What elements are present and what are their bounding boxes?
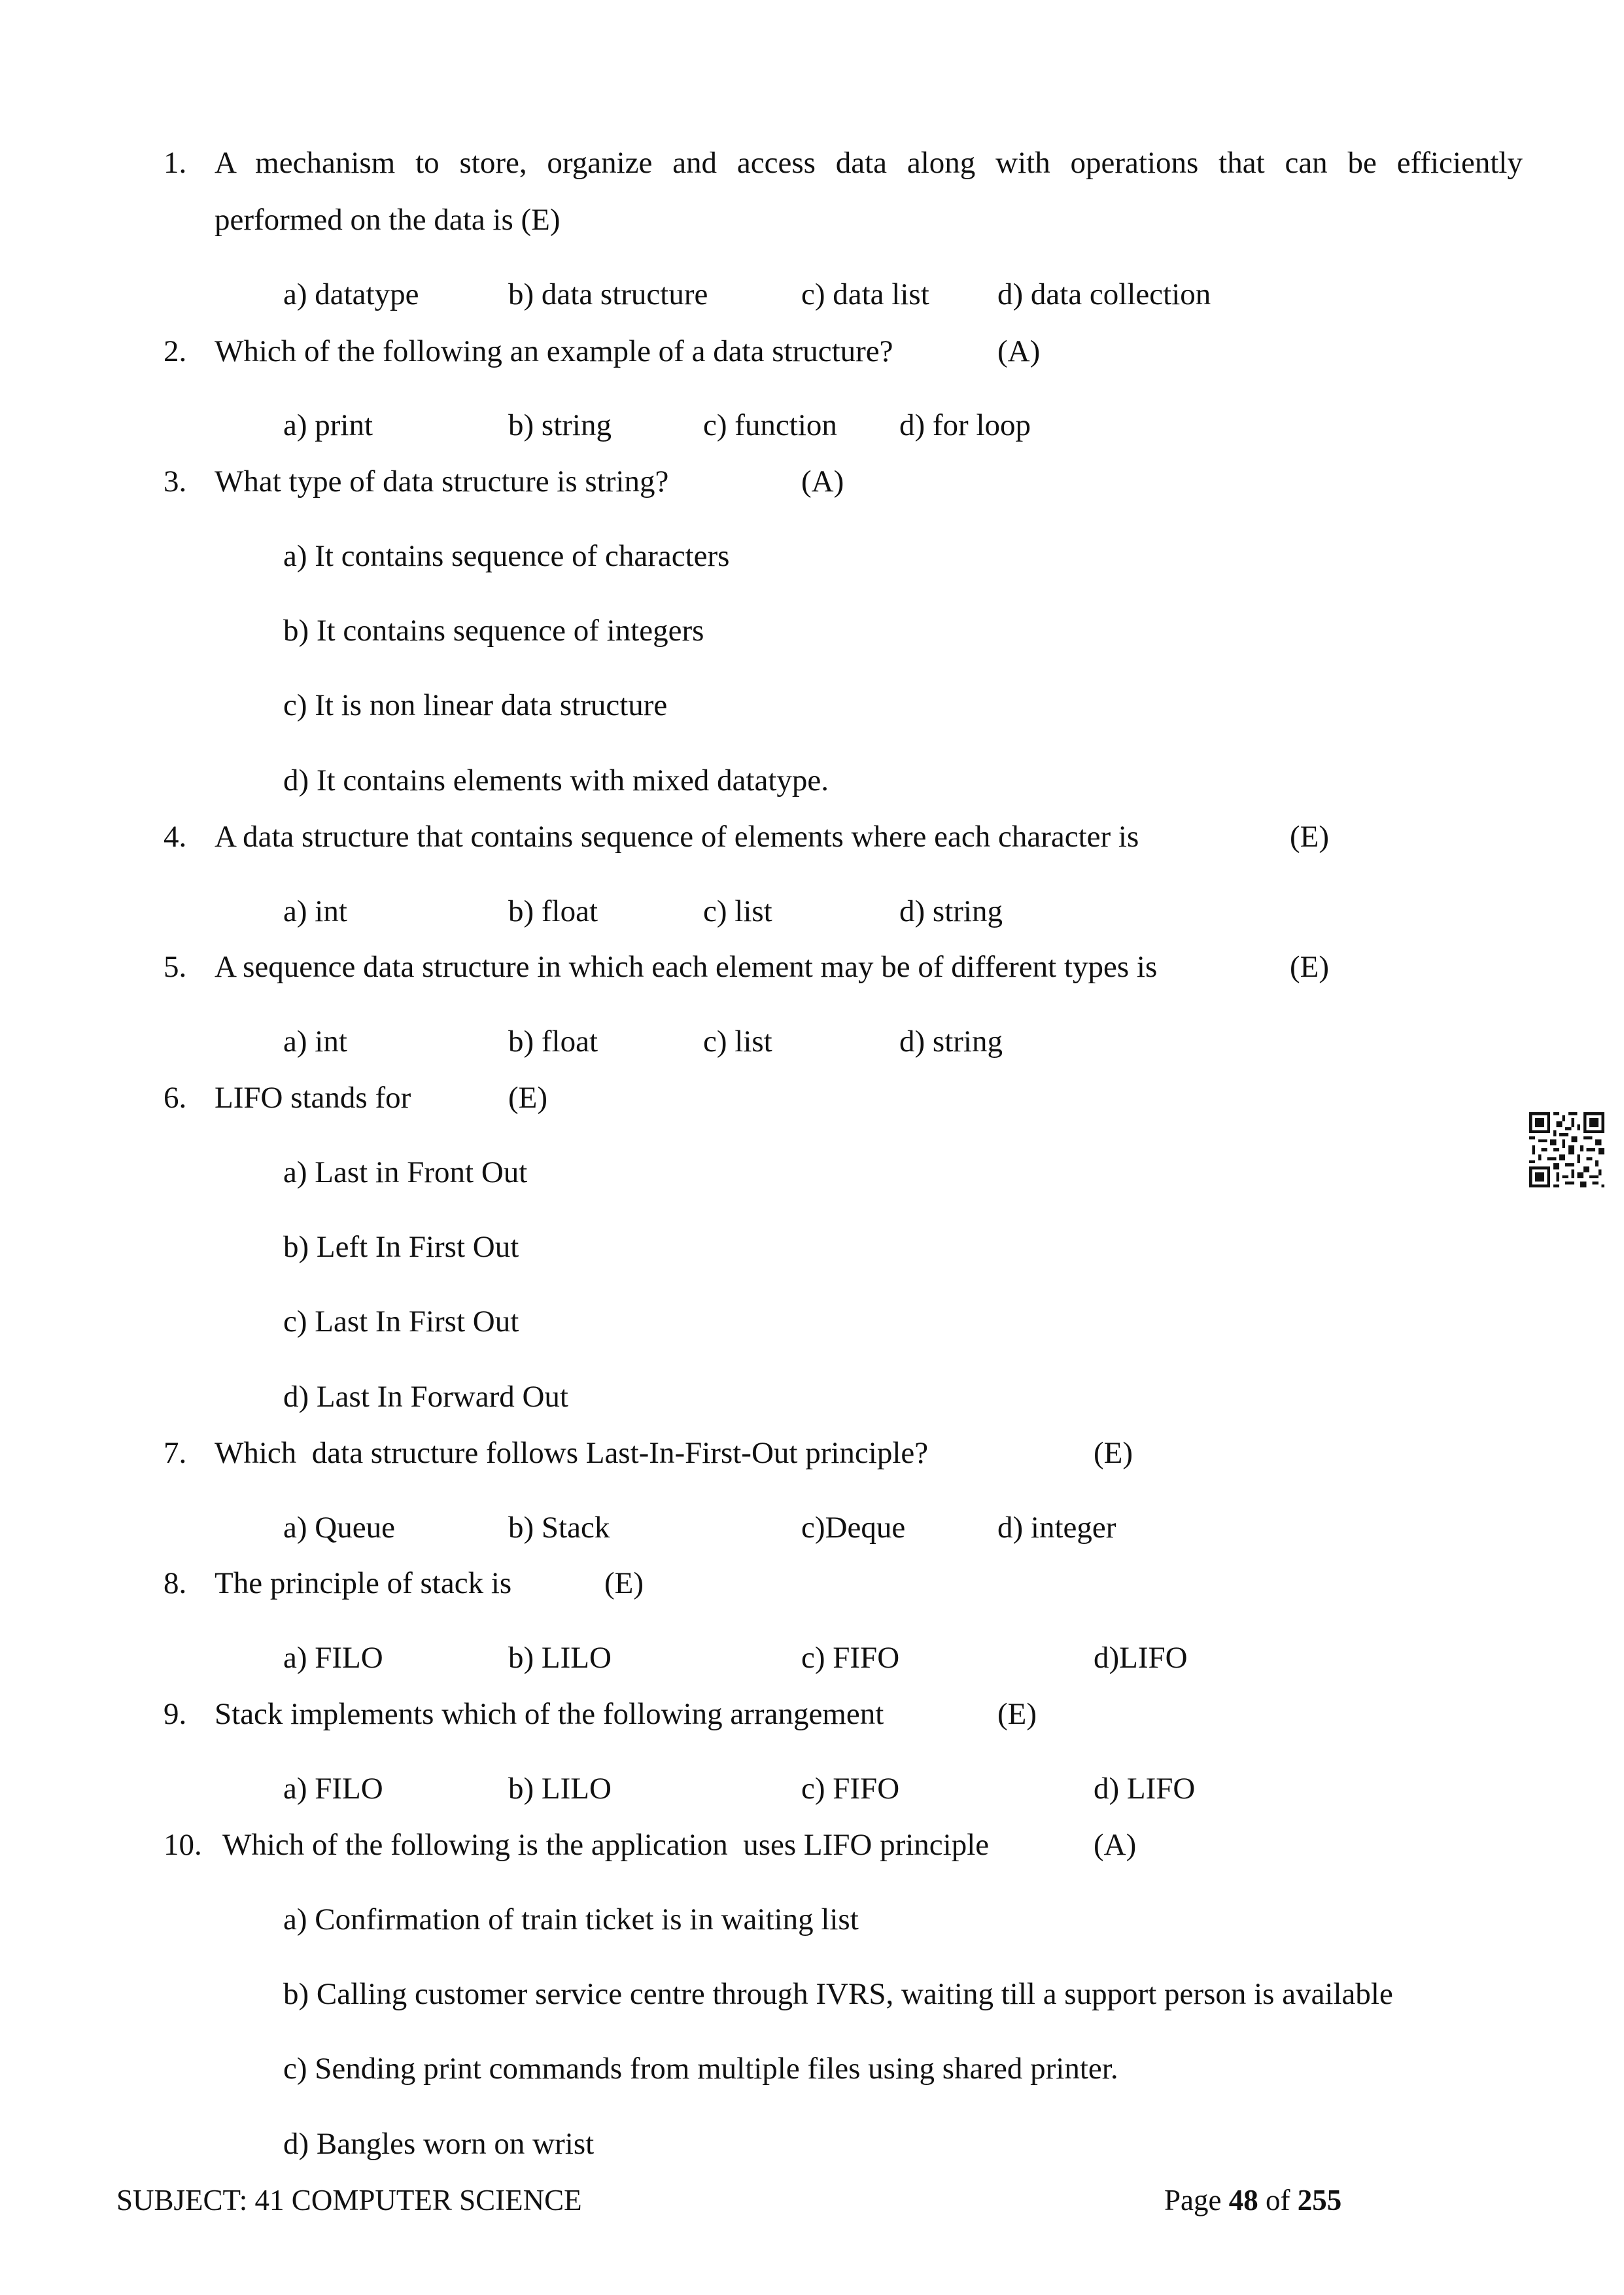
question-number: 10. xyxy=(164,1828,202,1862)
option: a) Queue xyxy=(283,1511,395,1545)
option: c) Last In First Out xyxy=(283,1305,519,1339)
option: b) Calling customer service centre through IVRS, waiting till a support person is available xyxy=(283,1977,1393,2011)
question-text: A sequence data structure in which each element may be of different types is xyxy=(215,950,1158,984)
option: d) It contains elements with mixed datatype. xyxy=(283,763,829,797)
option: b) float xyxy=(508,894,598,928)
question-tag: (E) xyxy=(997,1697,1037,1731)
option: a) datatype xyxy=(283,277,419,311)
option: b) Stack xyxy=(508,1511,610,1545)
option: d)LIFO xyxy=(1094,1641,1188,1675)
page-current: 48 xyxy=(1228,2184,1258,2216)
question-tag: (E) xyxy=(1290,820,1330,854)
question-tag: (E) xyxy=(1290,950,1330,984)
option: a) int xyxy=(283,894,347,928)
question-number: 1. xyxy=(164,146,187,180)
page-word: Page xyxy=(1164,2184,1222,2216)
option: c) Sending print commands from multiple files using shared printer. xyxy=(283,2052,1118,2086)
option: b) float xyxy=(508,1025,598,1059)
question-tag: (A) xyxy=(1094,1828,1137,1862)
option: b) string xyxy=(508,408,612,442)
option: d) string xyxy=(899,1025,1003,1059)
option: b) It contains sequence of integers xyxy=(283,614,704,648)
question-tag: (E) xyxy=(1094,1436,1133,1470)
option: d) LIFO xyxy=(1094,1772,1196,1806)
option: a) int xyxy=(283,1025,347,1059)
question-text: The principle of stack is xyxy=(215,1566,512,1600)
question-text: Which of the following is the application uses LIFO principle xyxy=(222,1828,990,1862)
question-number: 8. xyxy=(164,1566,187,1600)
option: a) FILO xyxy=(283,1641,383,1675)
question-text: A mechanism to store, organize and access data along with operations that can be efficiently xyxy=(215,146,1523,180)
question-number: 7. xyxy=(164,1436,187,1470)
footer-subject: SUBJECT: 41 COMPUTER SCIENCE xyxy=(116,2184,582,2216)
question-number: 5. xyxy=(164,950,187,984)
option: d) string xyxy=(899,894,1003,928)
question-tag: (E) xyxy=(508,1081,548,1115)
question-text: What type of data structure is string? xyxy=(215,464,669,499)
option: c) FIFO xyxy=(801,1772,900,1806)
of-word: of xyxy=(1265,2184,1290,2216)
question-text: Stack implements which of the following arrangement xyxy=(215,1697,884,1731)
question-tag: (A) xyxy=(801,464,844,499)
option: a) print xyxy=(283,408,373,442)
option: d) for loop xyxy=(899,408,1031,442)
option: a) It contains sequence of characters xyxy=(283,539,730,573)
option: c) It is non linear data structure xyxy=(283,688,668,722)
question-number: 4. xyxy=(164,820,187,854)
question-tag: (E) xyxy=(604,1566,644,1600)
option: d) Bangles worn on wrist xyxy=(283,2127,595,2161)
option: c)Deque xyxy=(801,1511,906,1545)
option: a) Last in Front Out xyxy=(283,1155,528,1189)
question-number: 6. xyxy=(164,1081,187,1115)
option: b) data structure xyxy=(508,277,708,311)
question-text: Which of the following an example of a data structure? xyxy=(215,334,893,368)
option: c) list xyxy=(703,894,772,928)
option: d) data collection xyxy=(997,277,1211,311)
question-number: 9. xyxy=(164,1697,187,1731)
option: c) list xyxy=(703,1025,772,1059)
option: a) FILO xyxy=(283,1772,383,1806)
option: c) data list xyxy=(801,277,929,311)
option: b) LILO xyxy=(508,1641,612,1675)
question-text: Which data structure follows Last-In-First-Out principle? xyxy=(215,1436,929,1470)
option: d) integer xyxy=(997,1511,1116,1545)
option: b) Left In First Out xyxy=(283,1230,519,1264)
question-text: performed on the data is (E) xyxy=(215,203,561,237)
option: c) FIFO xyxy=(801,1641,900,1675)
question-tag: (A) xyxy=(997,334,1041,368)
page-number xyxy=(1164,2183,1341,2217)
question-number: 2. xyxy=(164,334,187,368)
qr-code-icon xyxy=(1529,1112,1604,1187)
option: b) LILO xyxy=(508,1772,612,1806)
question-number: 3. xyxy=(164,464,187,499)
page-total: 255 xyxy=(1297,2184,1342,2216)
option: d) Last In Forward Out xyxy=(283,1380,568,1414)
question-text: A data structure that contains sequence of elements where each character is xyxy=(215,820,1139,854)
option: c) function xyxy=(703,408,837,442)
option: a) Confirmation of train ticket is in waiting list xyxy=(283,1902,859,1936)
question-text: LIFO stands for xyxy=(215,1081,411,1115)
